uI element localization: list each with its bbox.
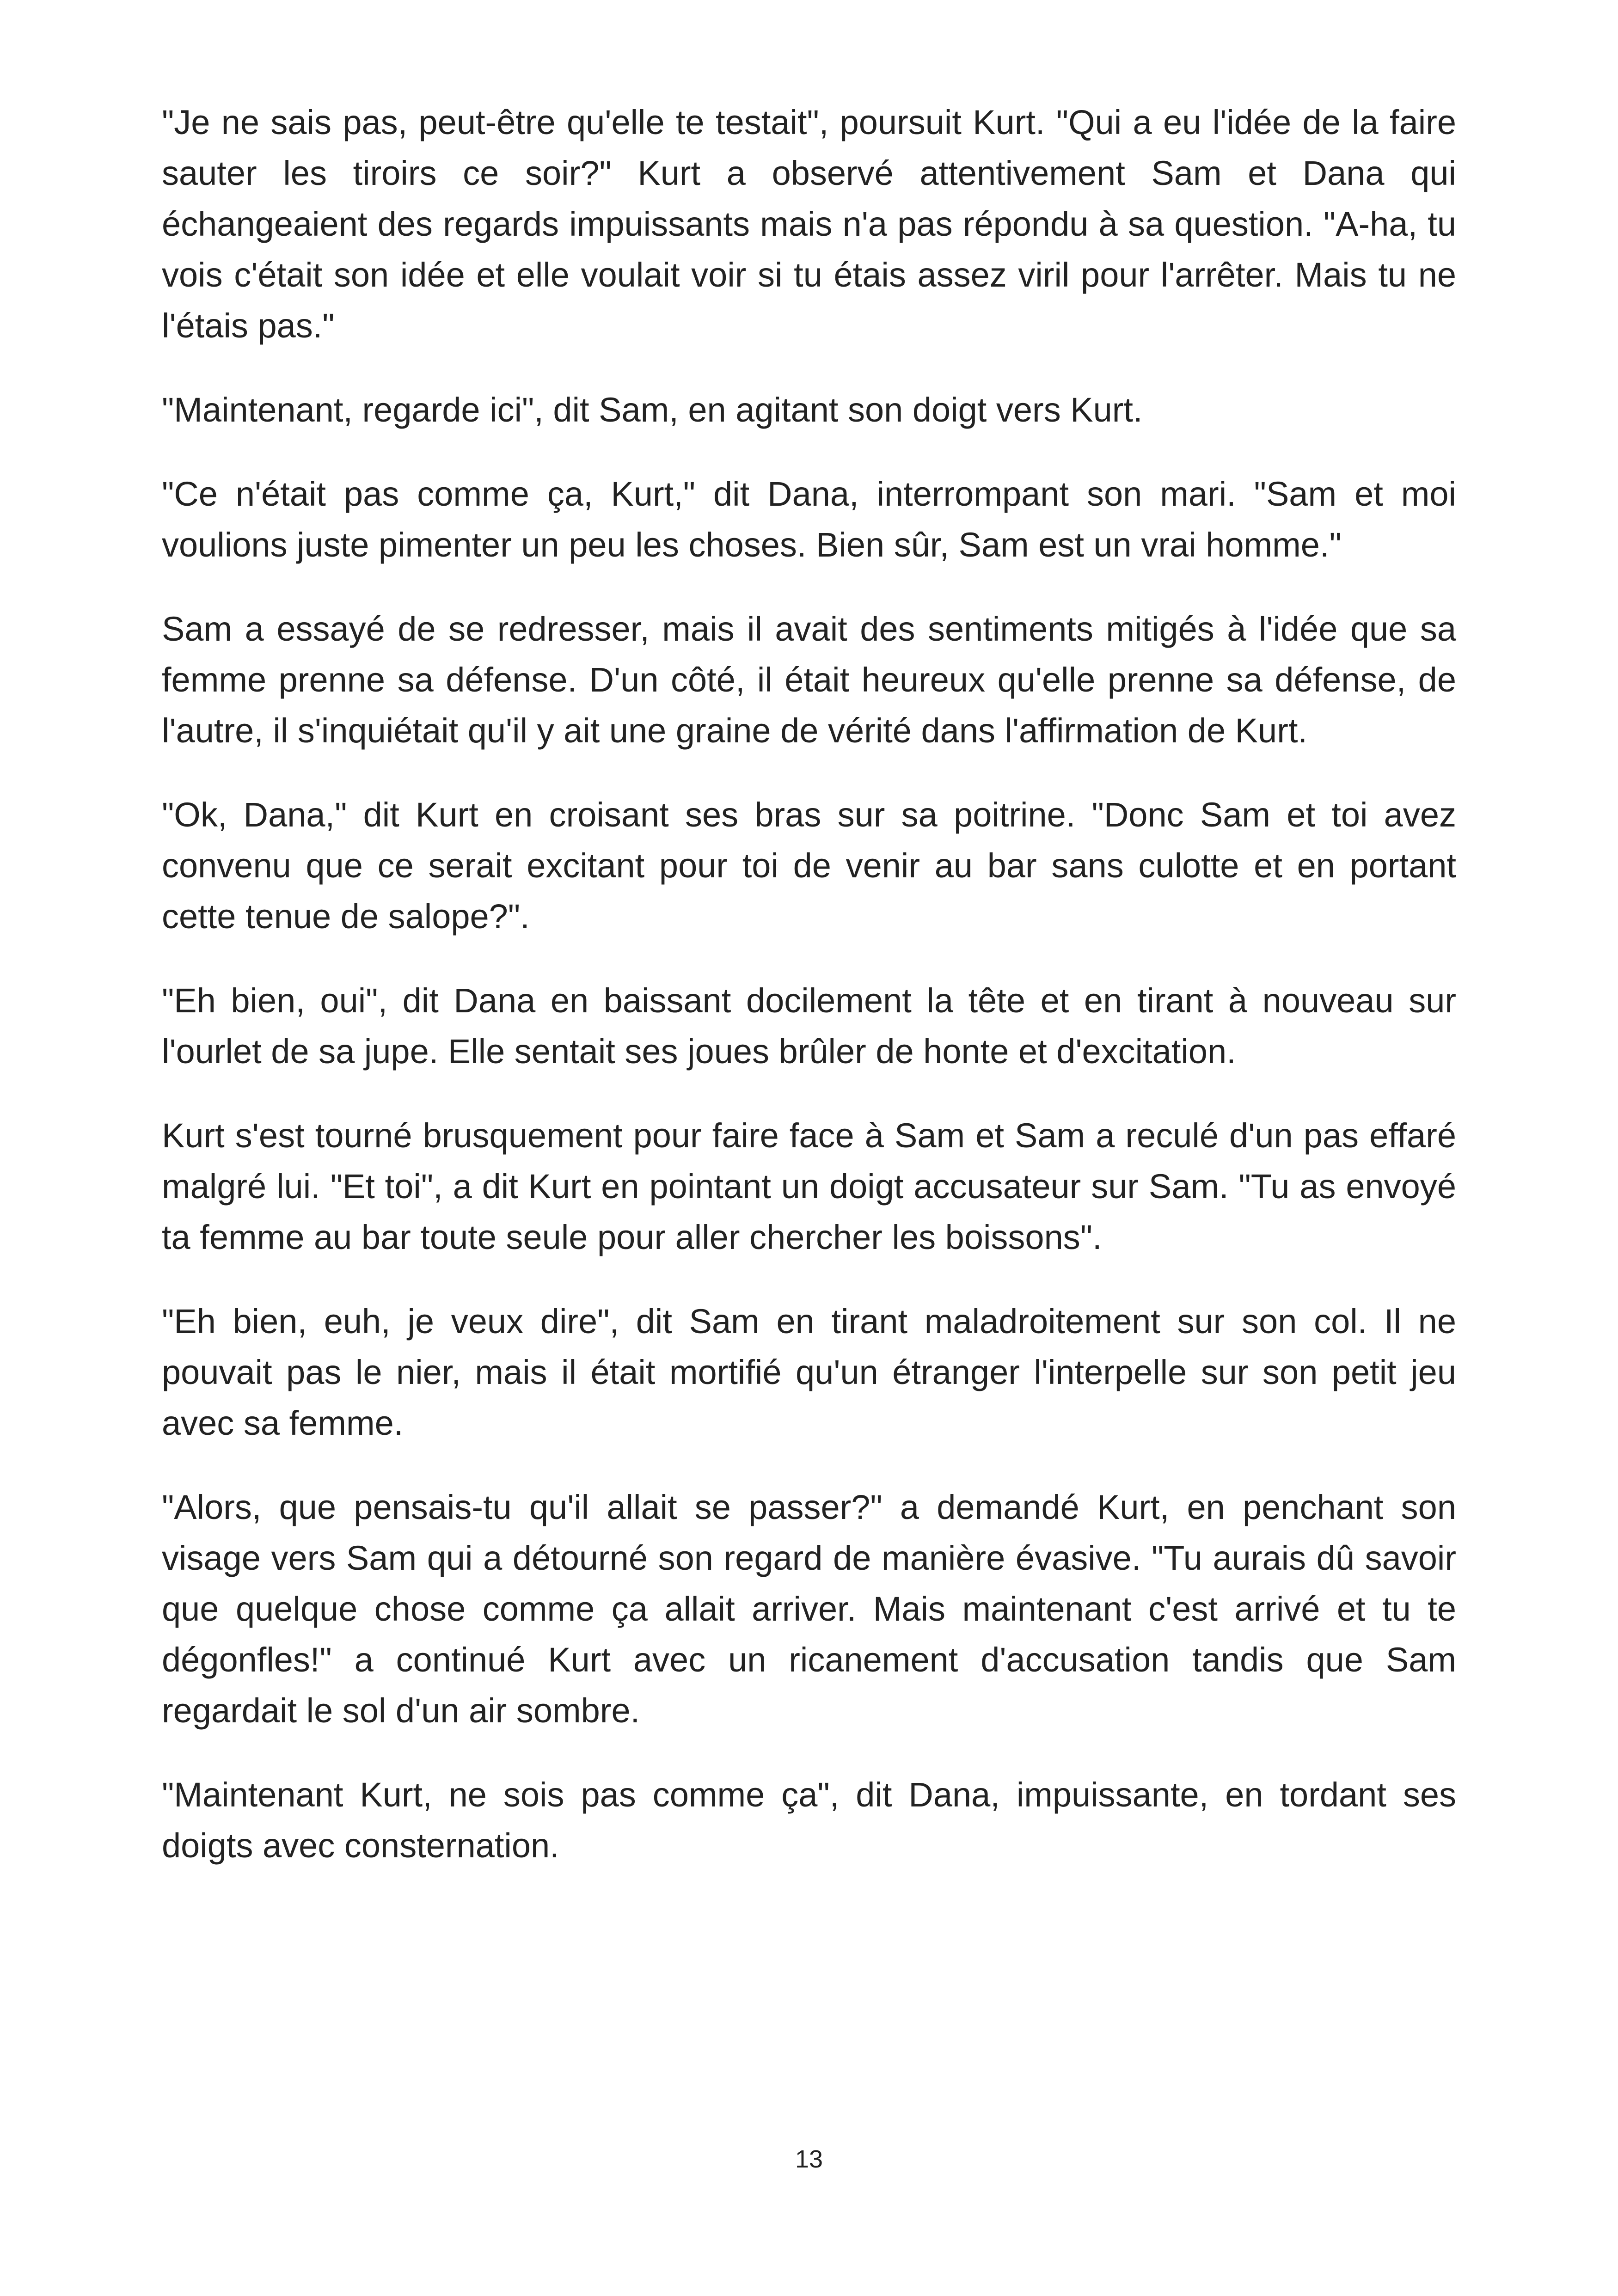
paragraph: "Eh bien, oui", dit Dana en baissant docilement la tête et en tirant à nouveau sur l'ourlet de sa jupe. Elle sentait ses joues brûler de honte et d'excitation. bbox=[162, 981, 1456, 1071]
paragraph: "Maintenant Kurt, ne sois pas comme ça", dit Dana, impuissante, en tordant ses doigts avec consternation. bbox=[162, 1776, 1456, 1865]
page-number: 13 bbox=[795, 2145, 823, 2173]
paragraph: "Ce n'était pas comme ça, Kurt," dit Dana, interrompant son mari. "Sam et moi voulions juste pimenter un peu les choses. Bien sûr, Sam est un vrai homme." bbox=[162, 475, 1456, 564]
paragraph: Sam a essayé de se redresser, mais il avait des sentiments mitigés à l'idée que sa femme prenne sa défense. D'un côté, il était heureux qu'elle prenne sa défense, de l'autre, il s'inquiétait qu'il y ait une graine de vérité dans l'affirmation de Kurt. bbox=[162, 610, 1456, 750]
paragraph: "Eh bien, euh, je veux dire", dit Sam en tirant maladroitement sur son col. Il ne pouvait pas le nier, mais il était mortifié qu'un étranger l'interpelle sur son petit jeu avec sa femme. bbox=[162, 1302, 1456, 1442]
paragraph: "Ok, Dana," dit Kurt en croisant ses bras sur sa poitrine. "Donc Sam et toi avez convenu que ce serait excitant pour toi de venir au bar sans culotte et en portant cette tenue de salope?". bbox=[162, 796, 1456, 936]
paragraph: "Maintenant, regarde ici", dit Sam, en agitant son doigt vers Kurt. bbox=[162, 391, 1143, 429]
paragraph: "Alors, que pensais-tu qu'il allait se passer?" a demandé Kurt, en penchant son visage vers Sam qui a détourné son regard de manière évasive. "Tu aurais dû savoir que quelque chose comme ça allait arriver. Mais maintenant c'est arrivé et tu te dégonfles!" a continué Kurt avec un ricanement d'accusation tandis que Sam regardait le sol d'un air sombre. bbox=[162, 1488, 1456, 1730]
paragraph: "Je ne sais pas, peut-être qu'elle te testait", poursuit Kurt. "Qui a eu l'idée de la faire sauter les tiroirs ce soir?" Kurt a observé attentivement Sam et Dana qui échangeaient des regards impuissants mais n'a pas répondu à sa question. "A-ha, tu vois c'était son idée et elle voulait voir si tu étais assez viril pour l'arrêter. Mais tu ne l'étais pas." bbox=[162, 103, 1456, 345]
paragraph: Kurt s'est tourné brusquement pour faire face à Sam et Sam a reculé d'un pas effaré malgré lui. "Et toi", a dit Kurt en pointant un doigt accusateur sur Sam. "Tu as envoyé ta femme au bar toute seule pour aller chercher les boissons". bbox=[162, 1116, 1456, 1256]
page-body bbox=[162, 97, 1456, 1904]
